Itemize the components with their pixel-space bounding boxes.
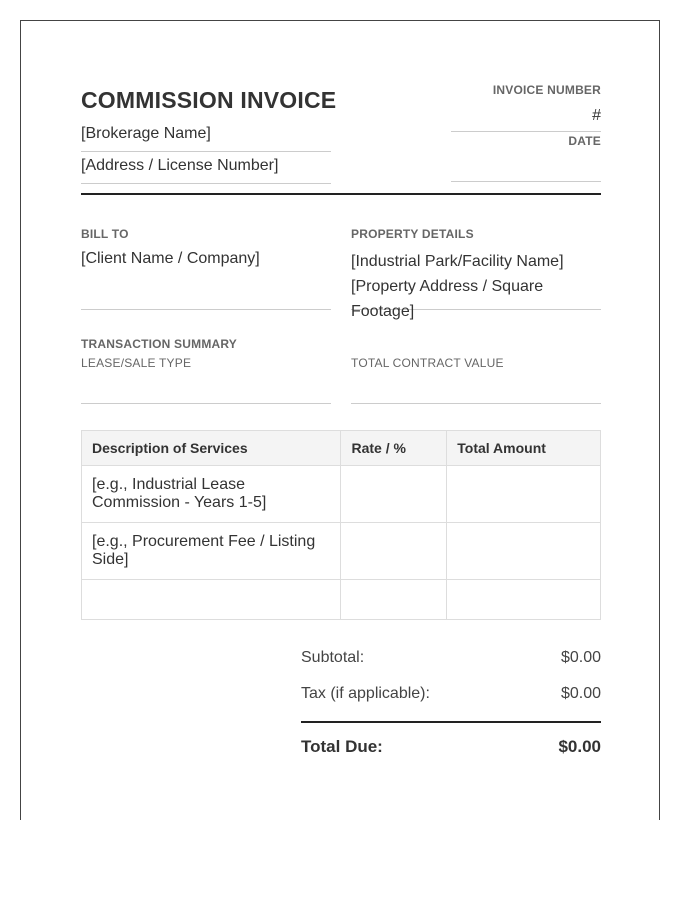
row-rate-cell[interactable] (341, 580, 447, 620)
invoice-number-label: INVOICE NUMBER (492, 83, 601, 97)
row-description-cell[interactable]: [e.g., Industrial Lease Commission - Years 1-5] (82, 466, 341, 523)
total-divider (301, 721, 601, 723)
bill-to-value: [Client Name / Company] (81, 250, 260, 267)
row-amount-cell[interactable] (447, 580, 601, 620)
date-label: DATE (568, 134, 601, 148)
address-license-field[interactable] (81, 157, 331, 184)
invoice-page (20, 20, 660, 820)
tax-label: Tax (if applicable): (301, 685, 430, 702)
bill-to-field[interactable] (81, 250, 331, 310)
address-license-text: [Address / License Number] (81, 157, 279, 174)
invoice-number-field[interactable] (451, 107, 601, 132)
property-facility-name: [Industrial Park/Facility Name] (351, 253, 564, 270)
row-rate-cell[interactable] (341, 466, 447, 523)
tax-value: $0.00 (560, 685, 601, 702)
row-rate-cell[interactable] (341, 523, 447, 580)
lease-sale-type-field[interactable] (81, 373, 331, 404)
total-contract-value-field[interactable] (351, 373, 601, 404)
table-header-row (82, 431, 601, 466)
column-header-rate: Rate / % (341, 431, 447, 466)
invoice-number-value: # (592, 107, 601, 124)
bill-to-label: BILL TO (81, 227, 129, 241)
total-due-value: $0.00 (558, 737, 601, 756)
total-contract-value-label: TOTAL CONTRACT VALUE (351, 356, 504, 370)
column-header-description: Description of Services (82, 431, 341, 466)
property-details-label: PROPERTY DETAILS (351, 227, 474, 241)
services-table (81, 430, 601, 620)
table-row (82, 523, 601, 580)
date-field[interactable] (451, 157, 601, 182)
header-divider (81, 193, 601, 195)
row-description-cell[interactable]: [e.g., Procurement Fee / Listing Side] (82, 523, 341, 580)
brokerage-name-text: [Brokerage Name] (81, 125, 211, 142)
brokerage-name-field[interactable] (81, 125, 331, 152)
lease-sale-type-label: LEASE/SALE TYPE (81, 356, 192, 370)
property-details-text (351, 249, 601, 324)
property-address-sqft: [Property Address / Square Footage] (351, 278, 544, 320)
subtotal-label: Subtotal: (301, 649, 365, 666)
invoice-title: COMMISSION INVOICE (81, 87, 337, 113)
table-row (82, 580, 601, 620)
row-description-cell[interactable] (82, 580, 341, 620)
transaction-summary-label: TRANSACTION SUMMARY (81, 337, 238, 351)
table-row (82, 466, 601, 523)
subtotal-value: $0.00 (560, 649, 601, 666)
column-header-total-amount: Total Amount (447, 431, 601, 466)
row-amount-cell[interactable] (447, 523, 601, 580)
total-due-label: Total Due: (301, 737, 383, 756)
row-amount-cell[interactable] (447, 466, 601, 523)
